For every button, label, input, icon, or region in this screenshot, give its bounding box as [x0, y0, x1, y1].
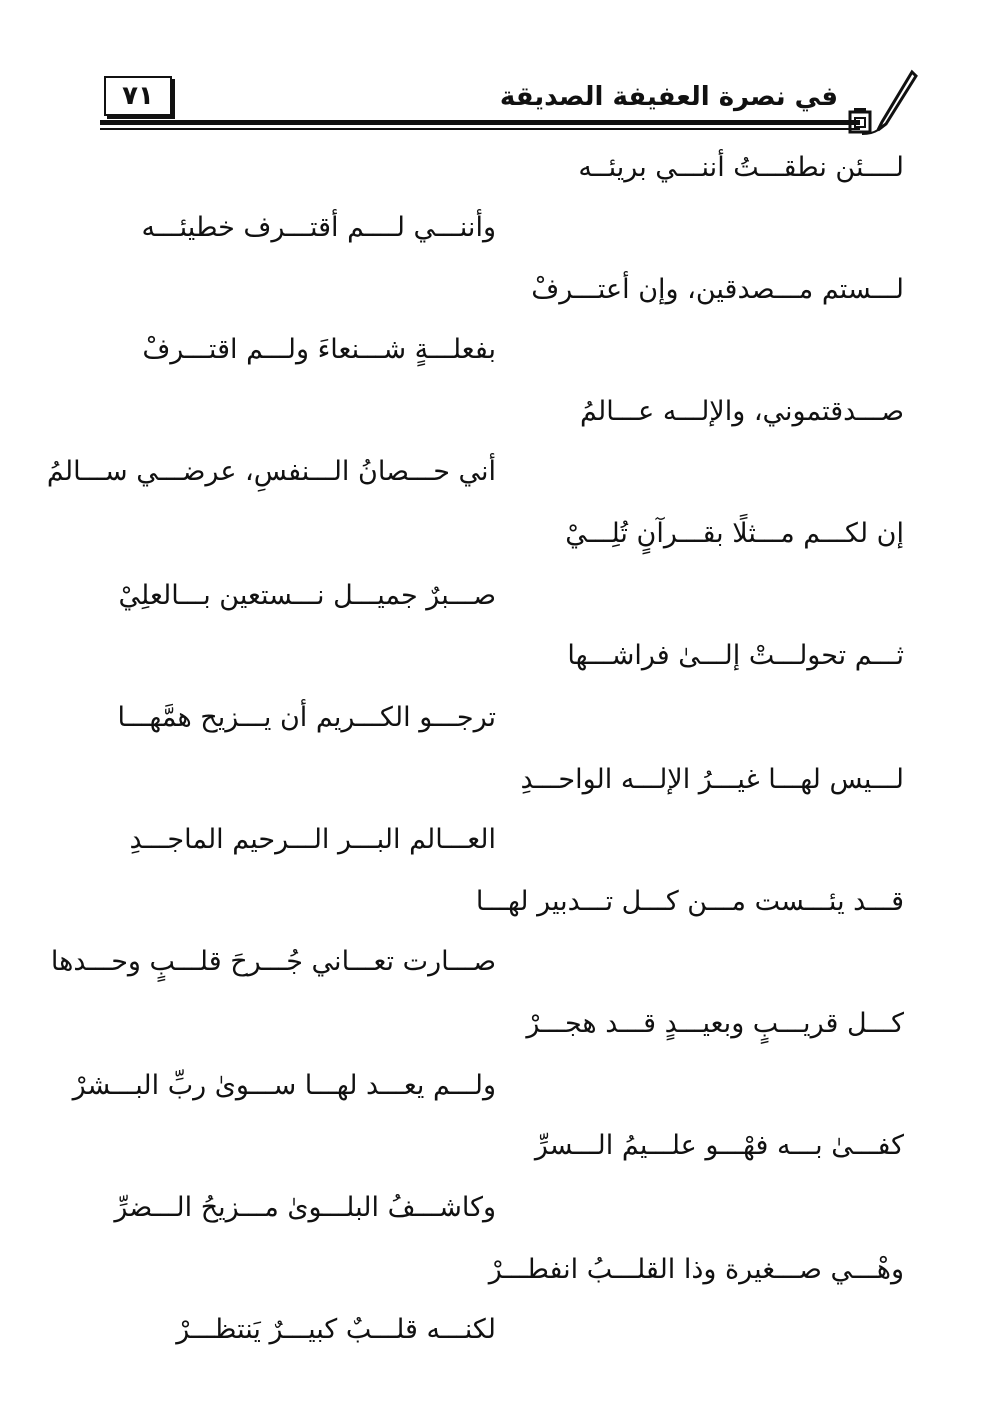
- verse-7-second-hemistich: صـــارت تعـــاني جُـــرحَ قلـــبٍ وحـــدها: [50, 946, 496, 977]
- verse-8-first-hemistich: كـــل قريـــبٍ وبعيـــدٍ قـــد هجـــرْ: [526, 1008, 904, 1039]
- verse-4-first-hemistich: إن لكـــم مـــثلًا بقـــرآنٍ تُلِـــيْ: [565, 518, 904, 549]
- verse-8-second-hemistich: ولـــم يعـــد لهـــا ســـوىٰ ربِّ البـــشرْ: [72, 1070, 496, 1101]
- page-number-box: [104, 76, 172, 116]
- verse-9-first-hemistich: كفـــىٰ بـــه فهْـــو علـــيمُ الـــسرِّ: [534, 1130, 904, 1161]
- verse-10-second-hemistich: لكنـــه قلـــبٌ كبيـــرٌ يَنتظـــرْ: [176, 1314, 496, 1345]
- verse-1-first-hemistich: لــــئن نطقـــتُ أننـــي بريئــه: [578, 152, 904, 183]
- verse-3-second-hemistich: أني حـــصانُ الـــنفسِ، عرضـــي ســـالمُ: [46, 456, 496, 487]
- verse-2-first-hemistich: لـــستم مـــصدقين، وإن أعتـــرفْ: [531, 274, 904, 305]
- verse-7-first-hemistich: قـــد يئـــست مـــن كـــل تـــدبير لهـــا: [475, 886, 904, 917]
- verse-2-second-hemistich: بفعلـــةٍ شـــنعاءَ ولـــم اقتـــرفْ: [142, 334, 496, 365]
- verse-10-first-hemistich: وهْـــي صـــغيرة وذا القلـــبُ انفطـــرْ: [488, 1254, 904, 1285]
- verse-5-first-hemistich: ثـــم تحولـــتْ إلـــىٰ فراشـــها: [567, 640, 904, 671]
- pen-inkwell-icon: [842, 68, 920, 138]
- verse-6-second-hemistich: العـــالم البـــر الـــرحيم الماجـــدِ: [129, 824, 496, 855]
- verse-4-second-hemistich: صـــبرٌ جميـــل نـــستعين بـــالعلِيْ: [118, 580, 496, 611]
- header-rule-thin: [100, 128, 860, 130]
- running-title: في نصرة العفيفة الصديقة: [499, 82, 838, 112]
- verse-5-second-hemistich: ترجـــو الكـــريم أن يـــزيح همَّهـــا: [117, 702, 496, 733]
- verse-3-first-hemistich: صـــدقتموني، والإلـــه عـــالمُ: [580, 396, 904, 427]
- page-number: ٧١: [122, 81, 154, 111]
- verse-6-first-hemistich: لـــيس لهـــا غيـــرُ الإلـــه الواحـــدِ: [520, 764, 904, 795]
- page-header: [100, 68, 920, 138]
- header-rule-thick: [100, 120, 860, 125]
- verse-1-second-hemistich: وأننـــي لــــم أقتـــرف خطيئـــه: [141, 212, 496, 243]
- verse-9-second-hemistich: وكاشـــفُ البلـــوىٰ مـــزيحُ الـــضرِّ: [114, 1192, 496, 1223]
